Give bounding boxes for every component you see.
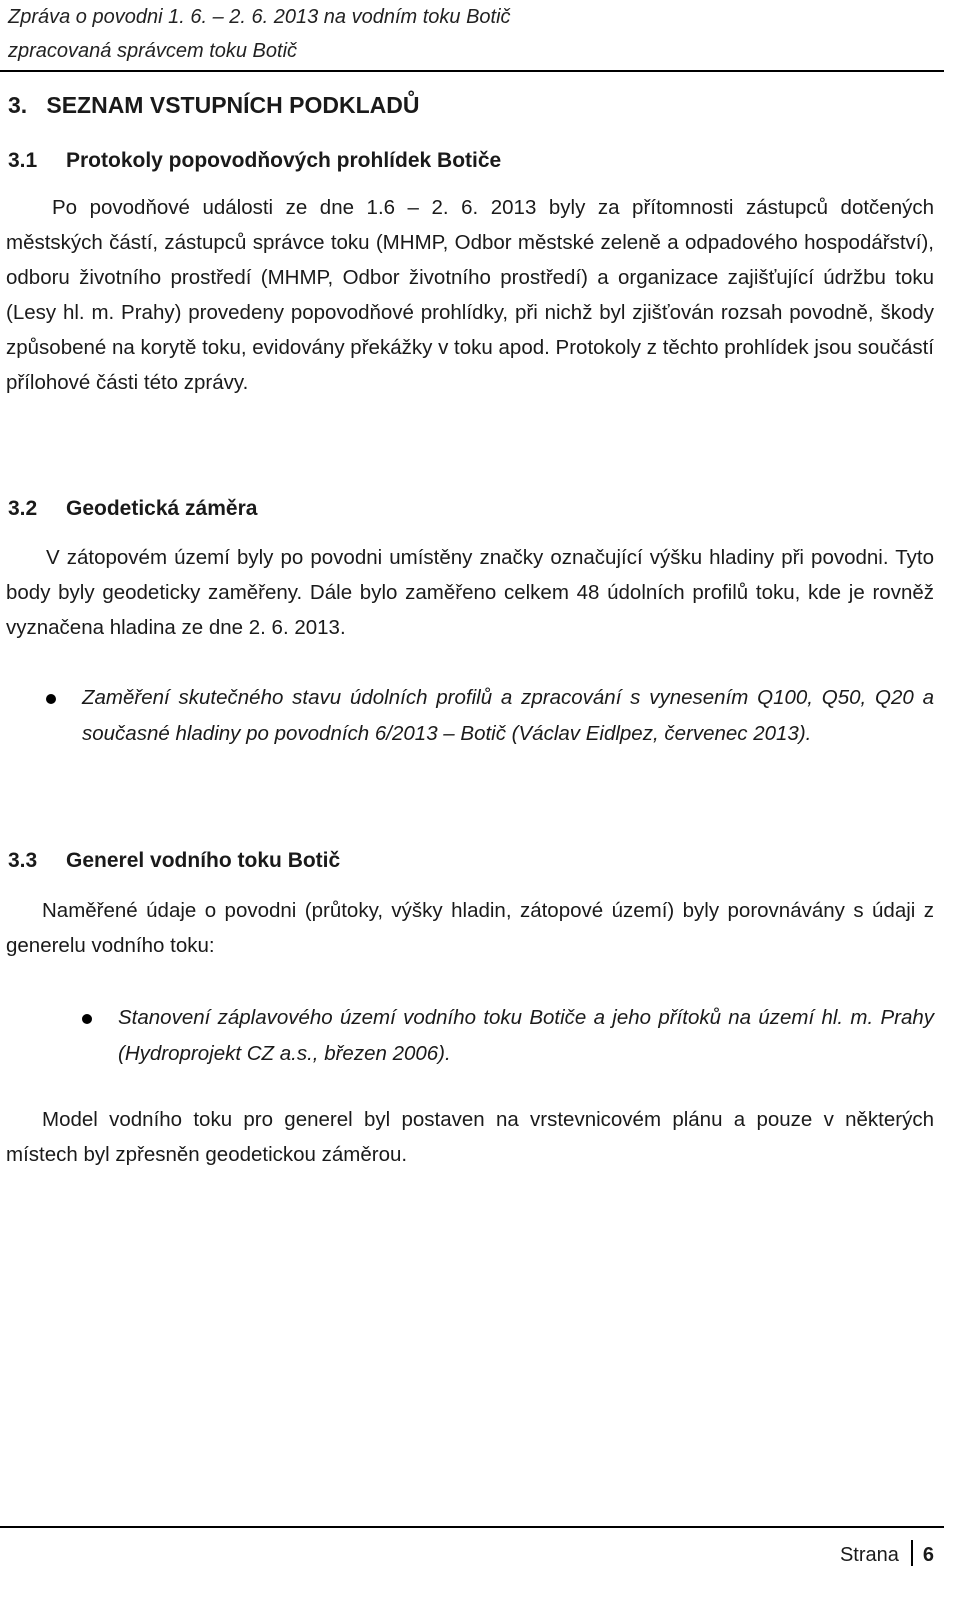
page-number: 6	[922, 1544, 934, 1566]
footer-separator	[911, 1540, 913, 1566]
bullet-text: Zaměření skutečného stavu údolních profilů a zpracování s vynesením Q100, Q50, Q20 a současné hladiny po povodních 6/2013 – Botič (Václav Eidlpez, červenec 2013).	[82, 686, 934, 745]
section-title: Generel vodního toku Botič	[66, 849, 341, 872]
bullet-icon	[82, 1014, 92, 1024]
chapter-heading: 3. SEZNAM VSTUPNÍCH PODKLADŮ	[8, 92, 420, 118]
section-3-3-paragraph-2: Model vodního toku pro generel byl postaven na vrstevnicovém plánu a pouze v některých místech byl zpřesněn geodetickou záměrou.	[6, 1108, 934, 1166]
section-heading-3-2	[8, 494, 257, 524]
footer-divider	[0, 1526, 944, 1528]
section-title: Protokoly popovodňových prohlídek Botiče	[66, 149, 502, 172]
section-3-1-paragraph: Po povodňové události ze dne 1.6 – 2. 6. 2013 byly za přítomnosti zástupců dotčených městských částí, zástupců správce toku (MHMP, Odbor městské zeleně a odpadového hospodářství), odboru životního prostředí (MHMP, Odbor životního prostředí) a organizace zajišťující údržbu toku (Lesy hl. m. Prahy) provedeny popovodňové prohlídky, při nichž byl zjišťován rozsah povodně, škody způsobené na korytě toku, evidovány překážky v toku apod. Protokoly z těchto prohlídek jsou součástí přílohové části této zprávy.	[6, 196, 934, 394]
section-number: 3.1	[8, 149, 38, 172]
page-footer	[840, 1540, 934, 1569]
header-title: Zpráva o povodni 1. 6. – 2. 6. 2013 na vodním toku Botič	[8, 6, 511, 28]
section-heading-3-1	[8, 146, 501, 176]
section-number: 3.3	[8, 849, 38, 872]
bullet-icon	[46, 694, 56, 704]
section-3-2-paragraph: V zátopovém území byly po povodni umístěny značky označující výšku hladiny při povodni. Tyto body byly geodeticky zaměřeny. Dále bylo zaměřeno celkem 48 údolních profilů toku, kde je rovněž vyznačena hladina ze dne 2. 6. 2013.	[6, 546, 934, 639]
bullet-text: Stanovení záplavového území vodního toku Botiče a jeho přítoků na území hl. m. Prahy (Hydroprojekt CZ a.s., březen 2006).	[118, 1006, 946, 1065]
header-subtitle: zpracovaná správcem toku Botič	[8, 40, 298, 62]
section-title: Geodetická záměra	[66, 497, 258, 520]
page-header	[8, 0, 938, 68]
section-number: 3.2	[8, 497, 38, 520]
page-label: Strana	[839, 1544, 899, 1566]
section-heading-3-3	[8, 846, 340, 876]
header-divider	[0, 70, 944, 72]
section-3-3-paragraph: Naměřené údaje o povodni (průtoky, výšky hladin, zátopové území) byly porovnávány s údaji z generelu vodního toku:	[6, 899, 934, 957]
